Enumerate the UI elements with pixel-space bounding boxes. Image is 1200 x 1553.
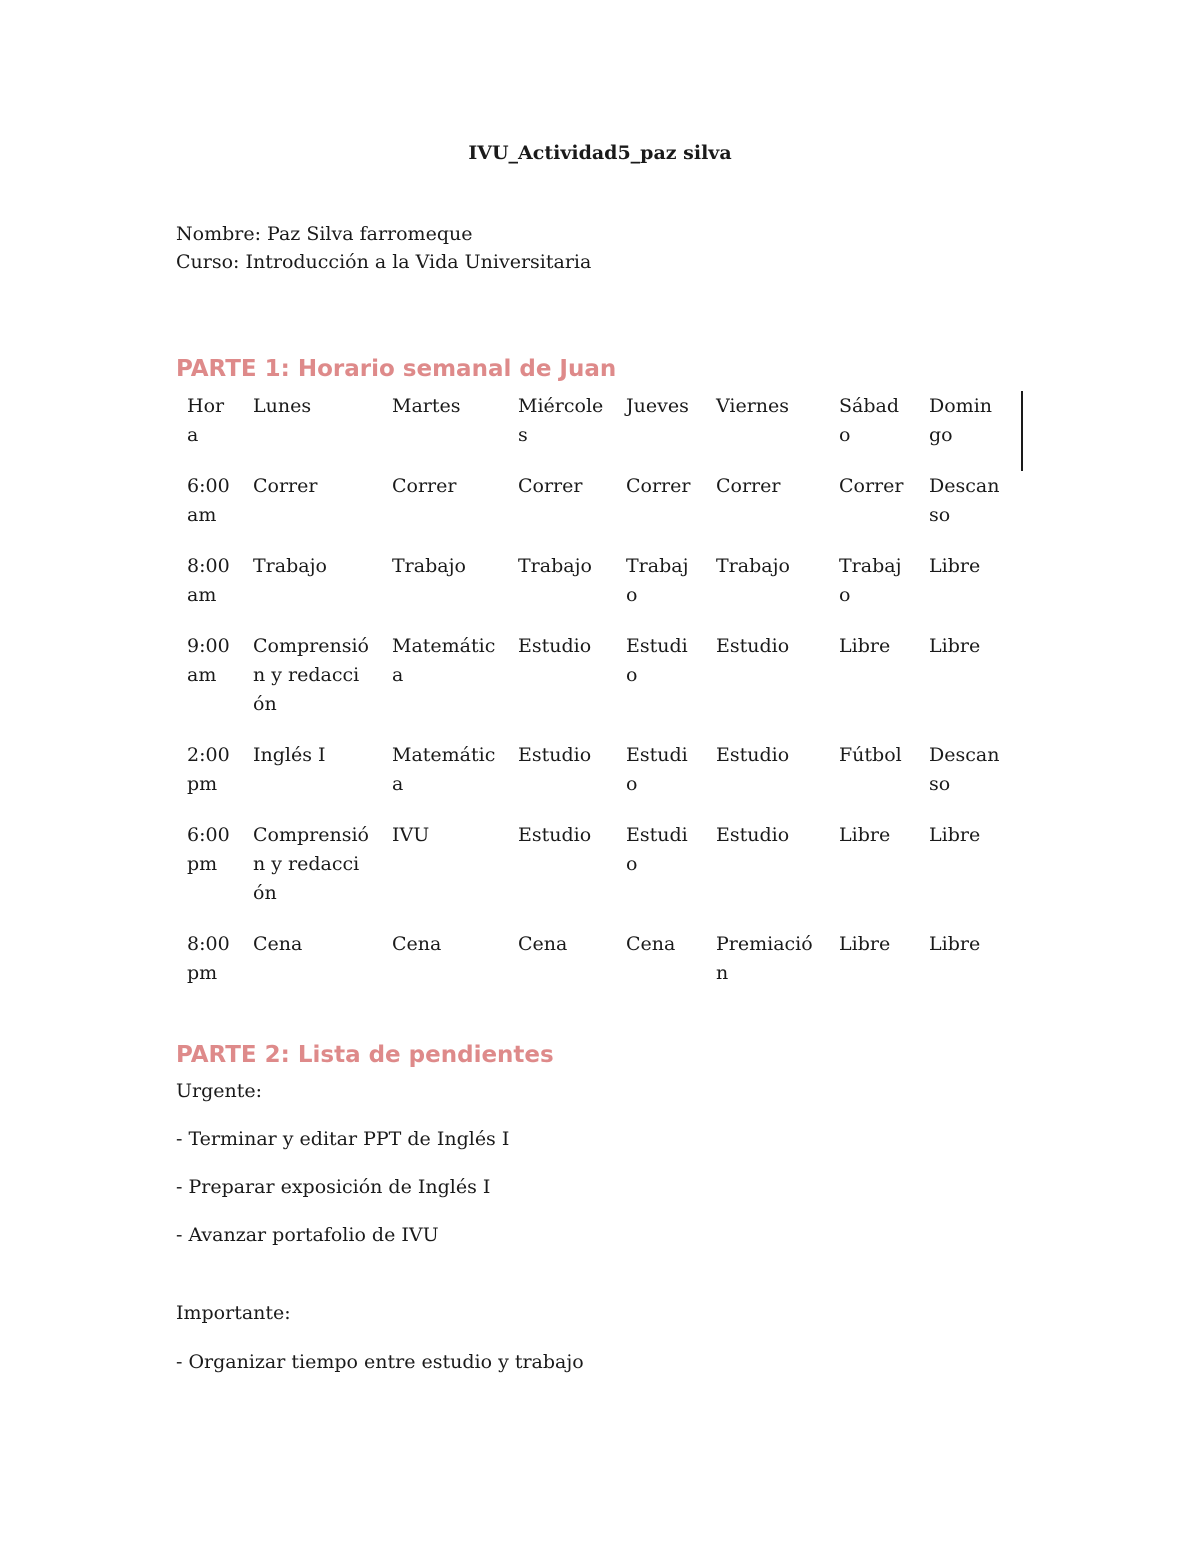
table-cell: Correr [716, 475, 781, 497]
table-cell: Estudio [626, 824, 688, 875]
table-cell: Correr [626, 475, 691, 497]
document-title: IVU_Actividad5_paz silva [468, 142, 732, 164]
table-cell: Trabajo [839, 555, 902, 606]
table-cell: Descanso [929, 475, 1000, 526]
table-cell: Cena [626, 933, 676, 955]
table-cell: Correr [253, 475, 318, 497]
list-item: - Terminar y editar PPT de Inglés I [176, 1128, 510, 1150]
course-line: Curso: Introducción a la Vida Universitaria [176, 251, 592, 273]
urgent-label: Urgente: [176, 1080, 263, 1102]
column-header: Domingo [929, 395, 993, 446]
table-cell: Matemática [392, 635, 496, 686]
table-cell: Estudio [716, 744, 790, 766]
table-cell: Cena [253, 933, 303, 955]
table-row [176, 819, 1011, 928]
table-cell: Cena [392, 933, 442, 955]
table-row [176, 470, 1011, 550]
part1-heading: PARTE 1: Horario semanal de Juan [176, 356, 617, 382]
student-name-line: Nombre: Paz Silva farromeque [176, 223, 473, 245]
table-cell: Inglés I [253, 744, 326, 766]
table-cell: Libre [929, 635, 981, 657]
table-cell: 8:00 am [187, 555, 230, 606]
table-cell: 2:00 pm [187, 744, 230, 795]
list-item: - Preparar exposición de Inglés I [176, 1176, 491, 1198]
list-item: - Avanzar portafolio de IVU [176, 1224, 439, 1246]
table-cell: Correr [392, 475, 457, 497]
table-cell: 9:00 am [187, 635, 230, 686]
table-cell: Estudio [626, 635, 688, 686]
table-cell: Matemática [392, 744, 496, 795]
table-cell: Premiación [716, 933, 813, 984]
table-cell: Descanso [929, 744, 1000, 795]
column-header: Jueves [626, 395, 689, 417]
table-cell: Cena [518, 933, 568, 955]
table-cell: Fútbol [839, 744, 902, 766]
table-row [176, 630, 1011, 739]
table-cell: 6:00 pm [187, 824, 230, 875]
table-cell: Libre [839, 635, 891, 657]
table-header-row [176, 390, 1011, 470]
table-cell: Libre [839, 824, 891, 846]
table-cell: Estudio [518, 635, 592, 657]
column-header: Martes [392, 395, 461, 417]
table-cell: Trabajo [518, 555, 592, 577]
table-right-border [1021, 391, 1023, 471]
table-cell: Estudio [716, 824, 790, 846]
table-cell: Libre [929, 555, 981, 577]
table-cell: Trabajo [626, 555, 689, 606]
list-item: - Organizar tiempo entre estudio y trabajo [176, 1351, 584, 1373]
column-header: Lunes [253, 395, 312, 417]
table-cell: Trabajo [392, 555, 466, 577]
table-row [176, 550, 1011, 630]
table-row [176, 928, 1011, 1008]
table-cell: Estudio [716, 635, 790, 657]
table-cell: Trabajo [253, 555, 327, 577]
column-header: Sábado [839, 395, 899, 446]
weekly-schedule-table [176, 390, 1011, 1008]
table-cell: IVU [392, 824, 430, 846]
table-cell: Comprensión y redacción [253, 635, 369, 715]
table-cell: Correr [839, 475, 904, 497]
table-cell: Estudio [518, 824, 592, 846]
table-cell: 6:00 am [187, 475, 230, 526]
column-header: Viernes [716, 395, 790, 417]
table-cell: Estudio [626, 744, 688, 795]
table-cell: Libre [839, 933, 891, 955]
table-cell: Trabajo [716, 555, 790, 577]
part2-heading: PARTE 2: Lista de pendientes [176, 1042, 554, 1068]
table-cell: 8:00 pm [187, 933, 230, 984]
column-header: Hora [187, 395, 225, 446]
table-cell: Estudio [518, 744, 592, 766]
table-cell: Comprensión y redacción [253, 824, 369, 904]
column-header: Miércoles [518, 395, 604, 446]
table-cell: Libre [929, 933, 981, 955]
table-cell: Correr [518, 475, 583, 497]
table-row [176, 739, 1011, 819]
important-label: Importante: [176, 1302, 291, 1324]
table-cell: Libre [929, 824, 981, 846]
